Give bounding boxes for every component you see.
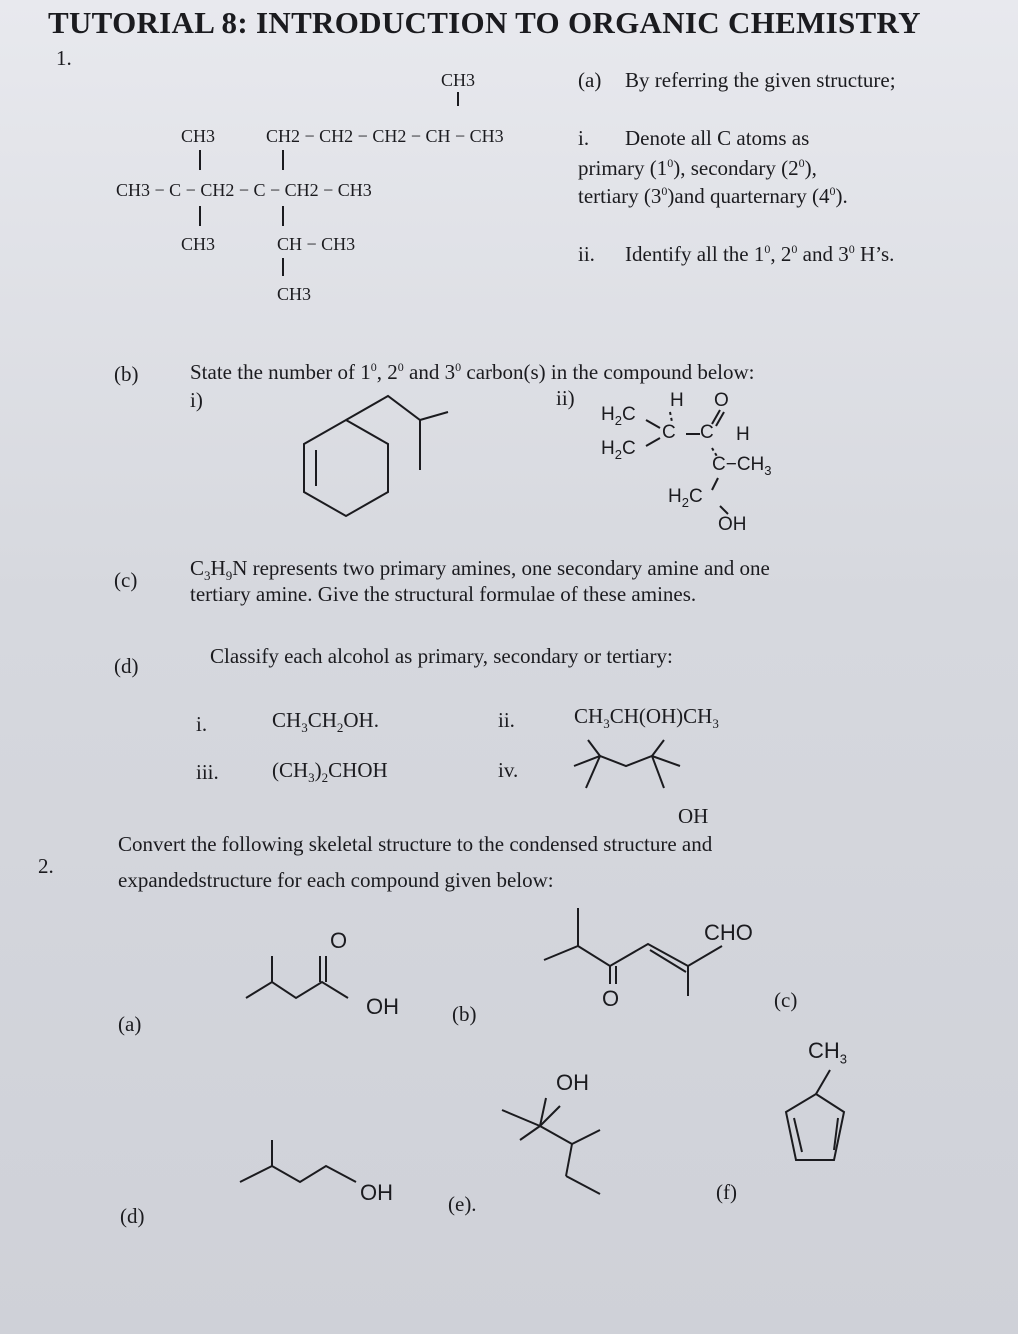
q1d-iv-oh: OH [678, 804, 709, 828]
q1d-label: (d) [114, 654, 139, 678]
question-2-number: 2. [38, 854, 54, 878]
q2a-o: O [330, 928, 348, 953]
q1c-line1: $C_3H_9N$ represents two primary amines, one secondary amine and one [190, 556, 770, 584]
q2-line2: expandedstructure for each compound given below: [118, 868, 554, 892]
q1d-ii-label: ii. [498, 708, 515, 732]
q1b-ii-c-ch3: $C-CH_3$ [712, 454, 772, 478]
q1b-ii-h-top: H [670, 390, 684, 411]
q1b-ii-h2c-2: $H_2C$ [601, 438, 636, 462]
q1b-text: State the number of $1^0$, $2^0$ and $3^0$ carbon(s) in the compound below: [190, 360, 755, 384]
q2c-ch3: $CH_3$ [808, 1038, 848, 1067]
q1c-label: (c) [114, 568, 138, 592]
q2f-label: (f) [716, 1180, 737, 1204]
q1a-i-label: i. [578, 126, 590, 150]
q1b-ii-oh: OH [718, 514, 747, 535]
q1a-ii-text: Identify all the $1^0$, $2^0$ and $3^0$ H’s. [625, 242, 895, 266]
struct-row1-left: CH3 [181, 126, 216, 146]
q2e-oh: OH [556, 1070, 589, 1095]
q1d-iii-formula: $(CH_3)_2CHOH$ [272, 758, 388, 786]
q2c-label: (c) [774, 988, 798, 1012]
q1d-i-label: i. [196, 712, 208, 736]
q2d-oh: OH [360, 1180, 393, 1205]
struct-row2: CH3 − C − CH2 − C − CH2 − CH3 [116, 180, 372, 200]
q1b-ii-c-carbonyl: C [700, 422, 714, 443]
q1a-text: By referring the given structure; [625, 68, 896, 92]
q1d-iii-label: iii. [196, 760, 219, 784]
q2b-o: O [602, 986, 620, 1011]
q1a-i-line1: Denote all C atoms as [625, 126, 810, 150]
struct-row4: CH3 [277, 284, 312, 304]
q1b-ii-h2c-1: $H_2C$ [601, 404, 636, 428]
q1a-i-line3: tertiary $(3^0)and$ quarternary $(4^0)$. [578, 184, 848, 208]
question-1-number: 1. [56, 46, 72, 70]
q2e-label: (e). [448, 1192, 477, 1216]
struct-row3-left: CH3 [181, 234, 216, 254]
q1b-ii-h2c-3: $H_2C$ [668, 486, 703, 510]
q2b-cho: CHO [704, 920, 753, 945]
q1a-i-line2: primary $(1^0)$, secondary $(2^0)$, [578, 156, 817, 180]
q1d-ii-formula: $CH_3CH(OH)CH_3$ [574, 704, 719, 732]
struct-row3-right: CH − CH3 [277, 234, 356, 254]
q2a-label: (a) [118, 1012, 142, 1036]
q2b-label: (b) [452, 1002, 477, 1026]
q2a-oh: OH [366, 994, 399, 1019]
q1b-i-label: i) [190, 388, 203, 412]
q2d-label: (d) [120, 1204, 145, 1228]
q1d-text: Classify each alcohol as primary, secondary or tertiary: [210, 644, 673, 668]
q1a-ii-label: ii. [578, 242, 595, 266]
q1b-ii-c-center: C [662, 422, 676, 443]
q1c-line2: tertiary amine. Give the structural formulae of these amines. [190, 582, 697, 606]
q1d-iv-label: iv. [498, 758, 519, 782]
q1d-i-formula: $CH_3CH_2OH$. [272, 708, 379, 736]
struct-row1-right: CH2 − CH2 − CH2 − CH − CH3 [266, 126, 504, 146]
struct-ch3-top: CH3 [441, 70, 476, 90]
page-title: TUTORIAL 8: INTRODUCTION TO ORGANIC CHEMISTRY [48, 5, 921, 40]
q1b-label: (b) [114, 362, 139, 386]
q1b-ii-h-right: H [736, 424, 750, 445]
q2-line1: Convert the following skeletal structure to the condensed structure and [118, 832, 713, 856]
q1b-ii-label: ii) [556, 386, 575, 410]
q1b-ii-o-top: O [714, 390, 729, 411]
q1a-label: (a) [578, 68, 602, 92]
